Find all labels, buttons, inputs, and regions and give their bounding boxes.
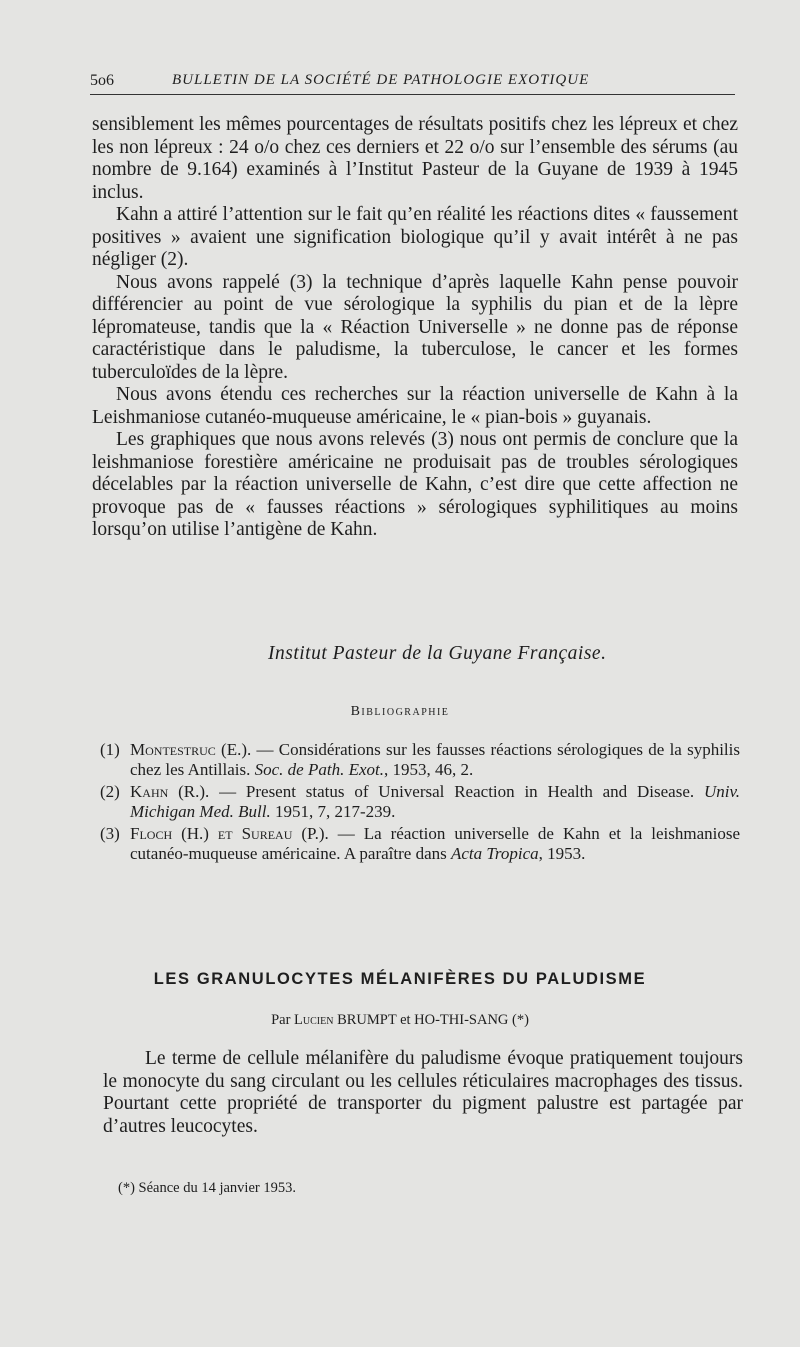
paragraph: Nous avons étendu ces recherches sur la réaction universelle de Kahn à la Leishmaniose cutanéo-muqueuse américaine, le « pian-bois » guyanais.: [92, 384, 738, 428]
ref-rest: 1951, 7, 217-239.: [270, 802, 396, 821]
paragraph: Nous avons rappelé (3) la technique d’après laquelle Kahn pense pouvoir différencier au point de vue sérologique la syphilis du pian et de la lèpre lépromateuse, tandis que la « Réaction Universelle » ne donne pas de réponse caractéristique dans le paludisme, la tuberculose, le cancer et les formes tuberculoïdes de la lèpre.: [92, 271, 738, 383]
ref-author: Floch (H.) et Sureau (P.).: [130, 824, 329, 843]
ref-number: (1): [100, 740, 120, 759]
paragraph: Les graphiques que nous avons relevés (3) nous ont permis de conclure que la leishmaniose forestière américaine ne produisait pas de troubles sérologiques décelables par la réaction universelle de Kahn, c’est dire que cette affection ne provoque pas de « fausses réactions » sérologiques syphilitiques au moins lorsqu’on utilise l’antigène de Kahn.: [92, 429, 738, 540]
ref-number: (2): [100, 782, 120, 801]
author-first-name: Lucien: [294, 1012, 334, 1028]
running-header: [90, 70, 735, 95]
ref-text: — Considérations sur les fausses réactions sérologiques de la syphilis chez les Antillais.: [130, 740, 740, 779]
bibliography-entry: [100, 824, 740, 864]
article-intro-paragraph: Le terme de cellule mélanifère du paludisme évoque pratiquement toujours le monocyte du sang circulant ou les cellules réticulaires macrophages des tissus. Pourtant cette propriété de transporter du pigment palustre est partagée par d’autres leucocytes.: [103, 1048, 743, 1137]
ref-author: Montestruc (E.).: [130, 740, 252, 759]
paragraph: sensiblement les mêmes pourcentages de résultats positifs chez les lépreux et chez les non lépreux : 24 o/o chez ces derniers et 22 o/o sur l’ensemble des sérums (au nombre de 9.164) examinés à l’Institut Pasteur de la Guyane de 1939 à 1945 inclus.: [92, 114, 738, 203]
ref-rest: , 1953, 46, 2.: [384, 760, 474, 779]
authors-names: BRUMPT et HO-THI-SANG (*): [333, 1012, 529, 1028]
bibliography-entry: [100, 740, 740, 780]
bibliography-entry: [100, 782, 740, 822]
article-authors: [0, 1012, 800, 1029]
ref-number: (3): [100, 824, 120, 843]
previous-article-text: [92, 114, 738, 542]
paragraph: Kahn a attiré l’attention sur le fait qu’en réalité les réactions dites « faussement positives » avaient une signification biologique qu’il y avait intérêt à ne pas négliger (2).: [92, 204, 738, 270]
ref-author: Kahn (R.).: [130, 782, 210, 801]
bibliography-heading: Bibliographie: [350, 704, 450, 719]
article-title: LES GRANULOCYTES MÉLANIFÈRES DU PALUDISME: [153, 970, 647, 988]
ref-source: Univ. Michigan Med. Bull.: [130, 782, 740, 821]
ref-source: Soc. de Path. Exot.: [254, 760, 384, 779]
ref-text: — Present status of Universal Reaction in Health and Disease.: [209, 782, 704, 801]
journal-title: BULLETIN DE LA SOCIÉTÉ DE PATHOLOGIE EXOTIQUE: [172, 72, 590, 88]
authors-prefix: Par: [271, 1012, 295, 1028]
ref-rest: , 1953.: [538, 844, 586, 863]
ref-source: Acta Tropica: [450, 844, 539, 863]
institution-signature: Institut Pasteur de la Guyane Française.: [268, 643, 607, 664]
page-number: 5o6: [90, 72, 114, 89]
bibliography-list: [100, 740, 740, 866]
ref-text: — La réaction universelle de Kahn et la leishmaniose cutanéo-muqueuse américaine. A paraître dans: [130, 824, 741, 863]
footnote: (*) Séance du 14 janvier 1953.: [118, 1180, 296, 1196]
